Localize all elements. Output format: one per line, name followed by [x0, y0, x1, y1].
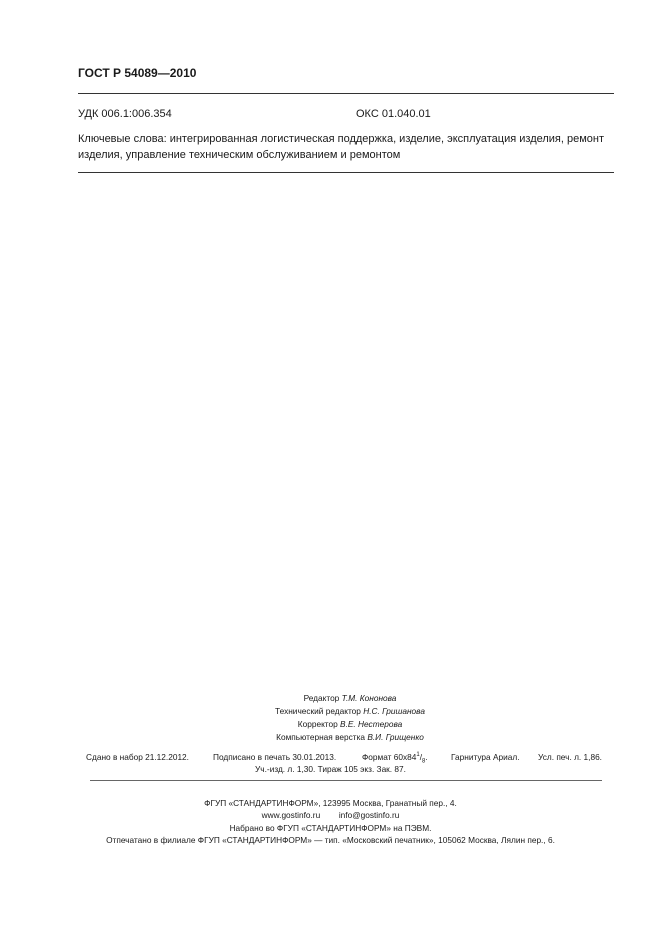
imprint-divider	[90, 780, 602, 781]
paper-format: Формат $60x84^1/_8$.	[362, 752, 428, 765]
corrector-name: В.Е. Нестерова	[340, 719, 403, 729]
imprint-block	[60, 797, 601, 846]
oks-code: ОКС 01.040.01	[356, 108, 431, 120]
format-suffix: .	[425, 752, 428, 762]
imprint-typesetting: Набрано во ФГУП «СТАНДАРТИНФОРМ» на ПЭВМ.	[229, 822, 432, 833]
keywords-paragraph: Ключевые слова: интегрированная логистическая поддержка, изделие, эксплуатация изделия, ремонт изделия, управление техническим обслуживанием и ремонтом	[78, 133, 605, 161]
layout-label: Компьютерная верстка	[276, 732, 365, 742]
header-divider	[78, 93, 614, 94]
signed-date: Подписано в печать 30.01.2013.	[213, 752, 337, 762]
email-link[interactable]: info@gostinfo.ru	[338, 810, 400, 821]
tech-editor-label: Технический редактор	[275, 706, 361, 716]
corrector-label: Корректор	[297, 719, 338, 729]
tech-editor-name: Н.С. Гришанова	[363, 706, 425, 716]
editor-label: Редактор	[303, 693, 340, 703]
submitted-date: Сдано в набор 21.12.2012.	[86, 752, 189, 762]
imprint-printing: Отпечатано в филиале ФГУП «СТАНДАРТИНФОРМ» — тип. «Московский печатник», 105062 Москва, Лялин пер., 6.	[106, 834, 555, 845]
editor-name: Т.М. Кононова	[341, 693, 397, 703]
editor-line	[190, 692, 510, 705]
format-sup: 1	[416, 752, 420, 759]
udk-code: УДК 006.1:006.354	[78, 108, 172, 120]
publication-details: Уч.-изд. л. 1,30. Тираж 105 экз. Зак. 87.	[255, 764, 406, 774]
typeface: Гарнитура Ариал.	[451, 752, 520, 762]
imprint-address: ФГУП «СТАНДАРТИНФОРМ», 123995 Москва, Гранатный пер., 4.	[204, 798, 457, 808]
format-prefix: Формат 60x84	[362, 752, 417, 762]
layout-name: В.И. Грищенко	[367, 732, 424, 742]
standard-number: ГОСТ Р 54089—2010	[78, 66, 197, 80]
credits-block	[190, 692, 510, 744]
layout-line	[190, 731, 510, 744]
tech-editor-line	[190, 705, 510, 718]
corrector-line	[190, 718, 510, 731]
print-sheets: Усл. печ. л. 1,86.	[538, 752, 602, 762]
format-sub: 8	[422, 758, 426, 765]
keywords-divider	[78, 172, 614, 173]
imprint-contacts	[60, 809, 601, 821]
website-link[interactable]: www.gostinfo.ru	[261, 810, 321, 821]
